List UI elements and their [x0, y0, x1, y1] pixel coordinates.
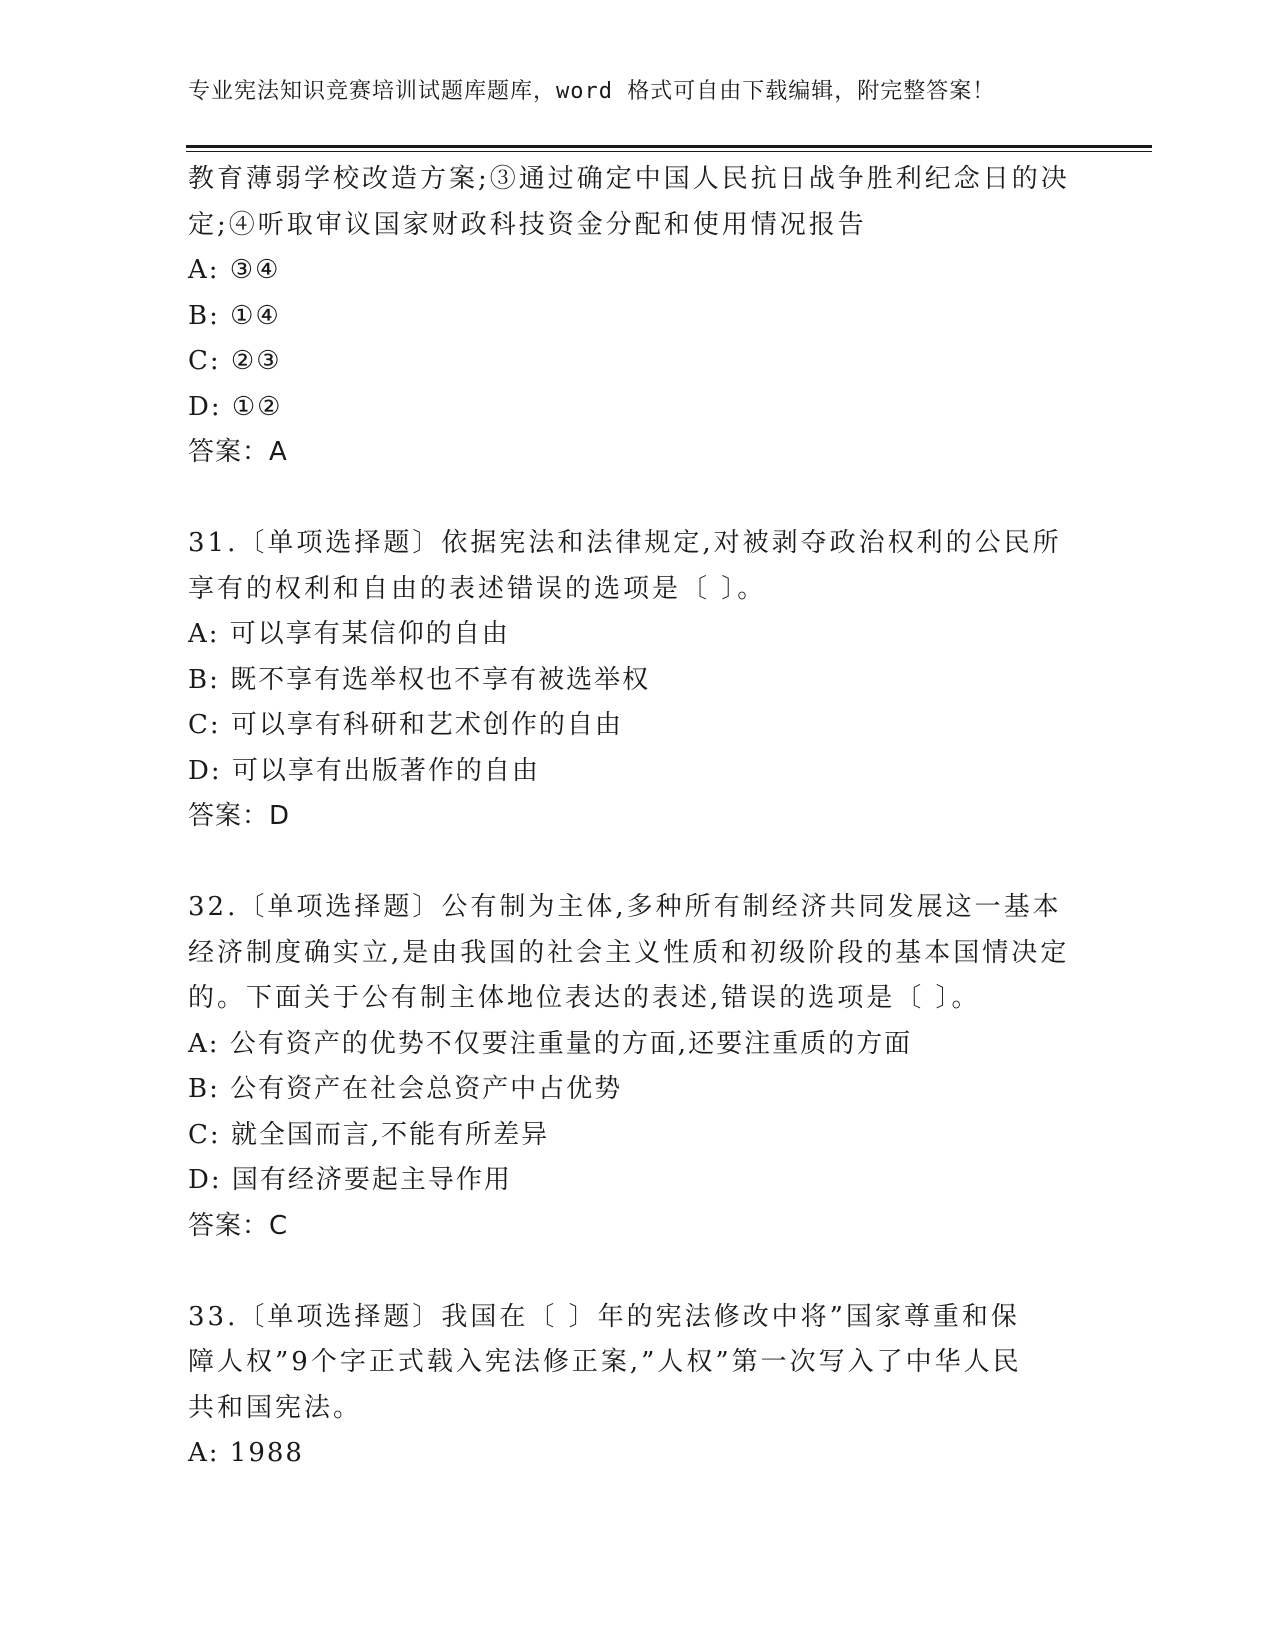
question-30	[188, 157, 1088, 476]
option-b: B: ①④	[188, 300, 281, 331]
question-text-line: 33.〔单项选择题〕我国在〔 〕年的宪法修改中将”国家尊重和保	[188, 1301, 1020, 1332]
answer-line: 答案：D	[188, 801, 291, 831]
header-rule-thin	[186, 151, 1152, 152]
question-text-line: 31.〔单项选择题〕依据宪法和法律规定,对被剥夺政治权利的公民所	[188, 528, 1062, 558]
option-d: D: 可以享有出版著作的自由	[188, 755, 540, 786]
option-c: C: ②③	[188, 346, 282, 376]
spacer	[188, 476, 1088, 522]
question-text-line: 障人权”9个字正式载入宪法修正案,”人权”第一次写入了中华人民	[188, 1347, 1022, 1377]
answer-line: 答案：A	[188, 437, 288, 467]
question-text-line: 的。下面关于公有制主体地位表达的表述,错误的选项是〔 〕。	[188, 983, 981, 1013]
option-a: A: 可以享有某信仰的自由	[188, 619, 510, 649]
option-a: A: 1988	[188, 1438, 304, 1468]
option-d: D: ①②	[188, 391, 283, 422]
option-b: B: 既不享有选举权也不享有被选举权	[188, 664, 651, 695]
option-a: A: ③④	[188, 255, 281, 285]
question-text-line: 32.〔单项选择题〕公有制为主体,多种所有制经济共同发展这一基本	[188, 892, 1062, 922]
question-text-line: 享有的权利和自由的表述错误的选项是〔 〕。	[188, 573, 767, 604]
question-31	[188, 521, 1088, 840]
question-32	[188, 885, 1088, 1249]
option-c: C: 可以享有科研和艺术创作的自由	[188, 710, 623, 740]
header-rule-thick	[186, 145, 1152, 148]
spacer	[188, 1249, 1088, 1295]
question-text-line: 教育薄弱学校改造方案;③通过确定中国人民抗日战争胜利纪念日的决	[188, 164, 1070, 194]
option-a: A: 公有资产的优势不仅要注重量的方面,还要注重质的方面	[188, 1028, 913, 1059]
question-text-line: 定;④听取审议国家财政科技资金分配和使用情况报告	[188, 209, 867, 240]
question-33	[188, 1295, 1088, 1477]
spacer	[188, 840, 1088, 886]
answer-line: 答案：C	[188, 1210, 289, 1241]
option-b: B: 公有资产在社会总资产中占优势	[188, 1074, 623, 1104]
option-c: C: 就全国而言,不能有所差异	[188, 1119, 550, 1150]
option-d: D: 国有经济要起主导作用	[188, 1165, 512, 1195]
question-text-line: 经济制度确实立,是由我国的社会主义性质和初级阶段的基本国情决定	[188, 937, 1070, 968]
question-content	[188, 157, 1088, 1477]
question-text-line: 共和国宪法。	[188, 1392, 363, 1423]
document-header: 专业宪法知识竞赛培训试题库题库，word 格式可自由下载编辑，附完整答案！	[188, 79, 996, 104]
